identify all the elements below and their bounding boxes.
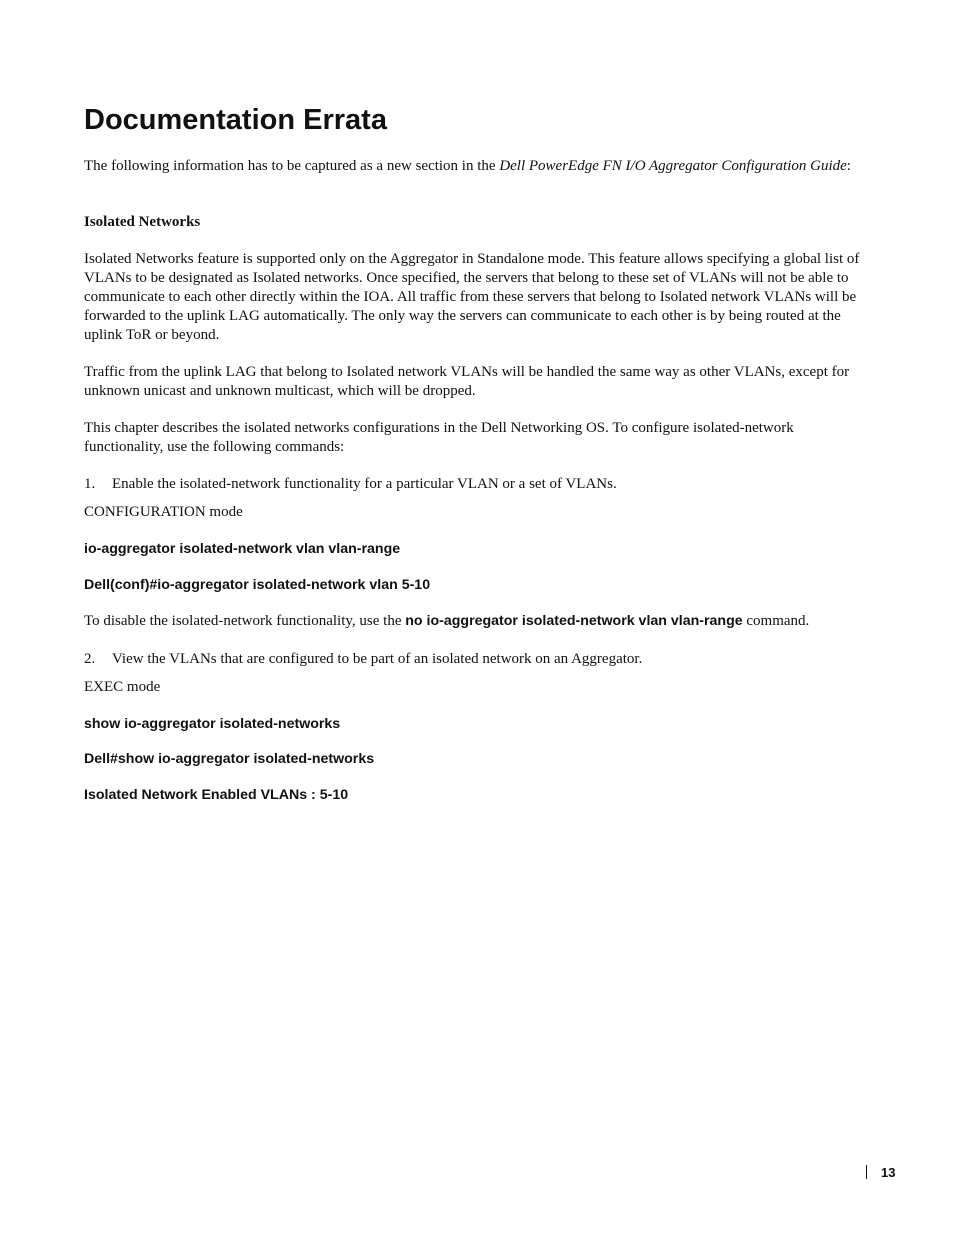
page-number: 13 bbox=[881, 1165, 896, 1180]
step-1-command: io-aggregator isolated-network vlan vlan-range bbox=[84, 541, 401, 557]
step-2 bbox=[84, 650, 870, 669]
step-1-text: Enable the isolated-network functionality for a particular VLAN or a set of VLANs. bbox=[112, 476, 617, 492]
disable-command: no io-aggregator isolated-network vlan vlan-range bbox=[405, 613, 743, 629]
step-1-example: Dell(conf)#io-aggregator isolated-network vlan 5-10 bbox=[84, 577, 431, 593]
section-heading: Isolated Networks bbox=[84, 214, 201, 230]
step-2-example: Dell#show io-aggregator isolated-networks bbox=[84, 751, 375, 767]
intro-text: The following information has to be captured as a new section in the bbox=[84, 158, 500, 174]
step-1 bbox=[84, 475, 870, 494]
page-title: Documentation Errata bbox=[84, 104, 387, 136]
step-2-mode: EXEC mode bbox=[84, 679, 161, 695]
step-1-mode: CONFIGURATION mode bbox=[84, 504, 243, 520]
step-2-output: Isolated Network Enabled VLANs : 5-10 bbox=[84, 787, 349, 803]
paragraph-uplink-traffic: Traffic from the uplink LAG that belong to Isolated network VLANs will be handled the same way as other VLANs, except for unknown unicast and unknown multicast, which will be dropped. bbox=[84, 364, 850, 399]
intro-paragraph bbox=[84, 157, 870, 176]
step-2-number: 2. bbox=[84, 651, 96, 667]
footer-divider bbox=[866, 1165, 867, 1179]
step-1-number: 1. bbox=[84, 476, 96, 492]
disable-text: To disable the isolated-network functionality, use the bbox=[84, 613, 406, 629]
disable-instruction bbox=[84, 612, 870, 631]
guide-title: Dell PowerEdge FN I/O Aggregator Configuration Guide bbox=[499, 158, 847, 174]
page-footer bbox=[866, 1164, 895, 1182]
step-2-text: View the VLANs that are configured to be part of an isolated network on an Aggregator. bbox=[112, 651, 643, 667]
paragraph-isolated-networks: Isolated Networks feature is supported only on the Aggregator in Standalone mode. This feature allows specifying a global list of VLANs to be designated as Isolated networks. Once specified, the servers that belong to these set of VLANs will not be able to communicate to each other directly within the IOA. All traffic from these servers that belong to Isolated network VLANs will be forwarded to the uplink LAG automatically. The only way the servers can communicate to each other is by being routed at the uplink ToR or beyond. bbox=[84, 251, 860, 343]
intro-colon: : bbox=[846, 158, 851, 174]
step-2-command: show io-aggregator isolated-networks bbox=[84, 716, 341, 732]
disable-suffix: command. bbox=[742, 613, 810, 629]
paragraph-chapter-description: This chapter describes the isolated networks configurations in the Dell Networking OS. To configure isolated-network functionality, use the following commands: bbox=[84, 420, 794, 455]
